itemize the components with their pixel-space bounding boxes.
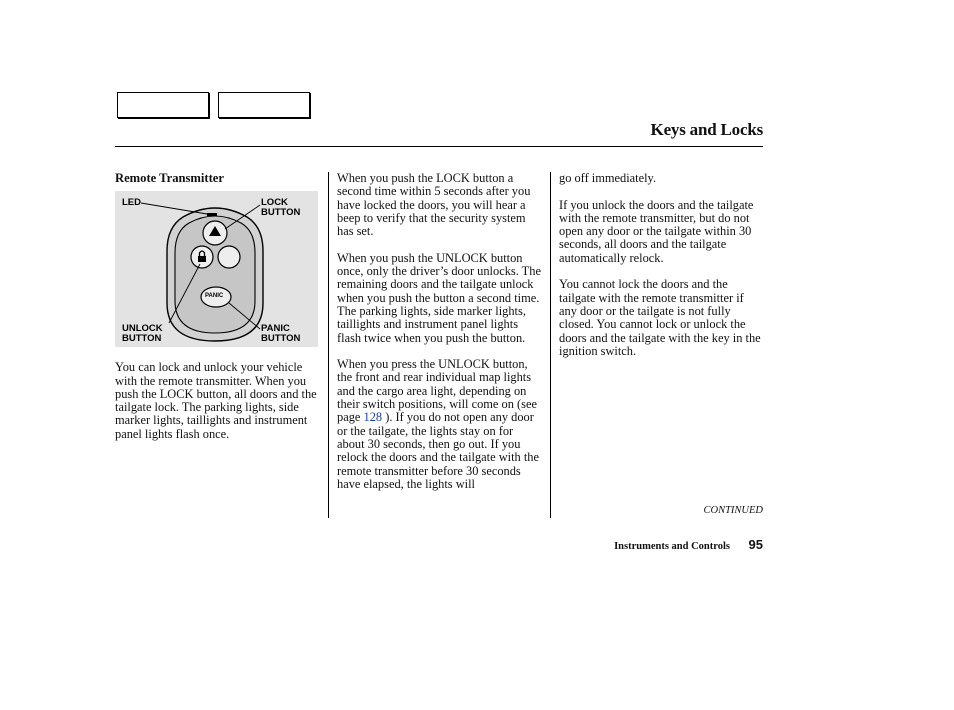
header-tab-box-left [117,92,209,118]
column-2 [337,172,542,504]
unlock-button-label: UNLOCK BUTTON [122,323,163,345]
page-title: Keys and Locks [650,120,763,139]
led-label: LED [122,197,141,209]
column-1 [115,172,323,454]
led-indicator [207,213,217,216]
col3-paragraph-3: You cannot lock the doors and the tailgate with the remote transmitter if any door or the tailgate is not fully closed. You cannot lock or unlock the doors and the tailgate with the key in the ignition switch. [559,277,761,358]
panic-key-text: PANIC [205,293,224,300]
padlock-icon [198,256,206,262]
header-rule [115,146,763,147]
page-reference-link[interactable]: 128 [363,410,383,425]
page-number: 95 [748,537,763,552]
col2-paragraph-3-text-b: ). If you do not open any door or the tailgate, the lights stay on for about 30 seconds, then go out. If you relock the doors and the tailgate with the remote transmitter before 30 seconds have elapsed, the lights will [337,410,539,491]
col2-paragraph-3-text-a: When you press the UNLOCK button, the front and rear individual map lights and the cargo area light, depending on their switch positions, will come on (see page [337,357,537,425]
round-button-shape [218,246,240,268]
panic-button-label: PANIC BUTTON [261,323,301,345]
col2-paragraph-2: When you push the UNLOCK button once, only the driver’s door unlocks. The remaining doors and the tailgate unlock when you push the button a second time. The parking lights, side marker lights, taillights and instrument panel lights flash twice when you push the button. [337,250,541,345]
col3-paragraph-2: If you unlock the doors and the tailgate with the remote transmitter, but do not open any door or the tailgate within 30 seconds, all doors and the tailgate automatically relock. [559,197,754,265]
header-tab-box-right [218,92,310,118]
col2-paragraph-3 [337,358,542,491]
section-heading: Remote Transmitter [115,171,224,185]
continued-note: CONTINUED [703,505,763,516]
col1-paragraph-1: You can lock and unlock your vehicle with the remote transmitter. When you push the LOCK button, all doors and the tailgate lock. The parking lights, side marker lights, taillights and instrument panel lights flash once. [115,360,317,441]
column-divider-1 [328,172,329,518]
column-divider-2 [550,172,551,518]
footer-section-label: Instruments and Controls [614,541,730,552]
column-3 [559,172,764,371]
lock-button-label: LOCK BUTTON [261,197,301,219]
col3-paragraph-1: go off immediately. [559,171,657,185]
remote-transmitter-figure [115,191,318,347]
col2-paragraph-1: When you push the LOCK button a second time within 5 seconds after you have locked the doors, you will hear a beep to verify that the security system has set. [337,171,531,239]
